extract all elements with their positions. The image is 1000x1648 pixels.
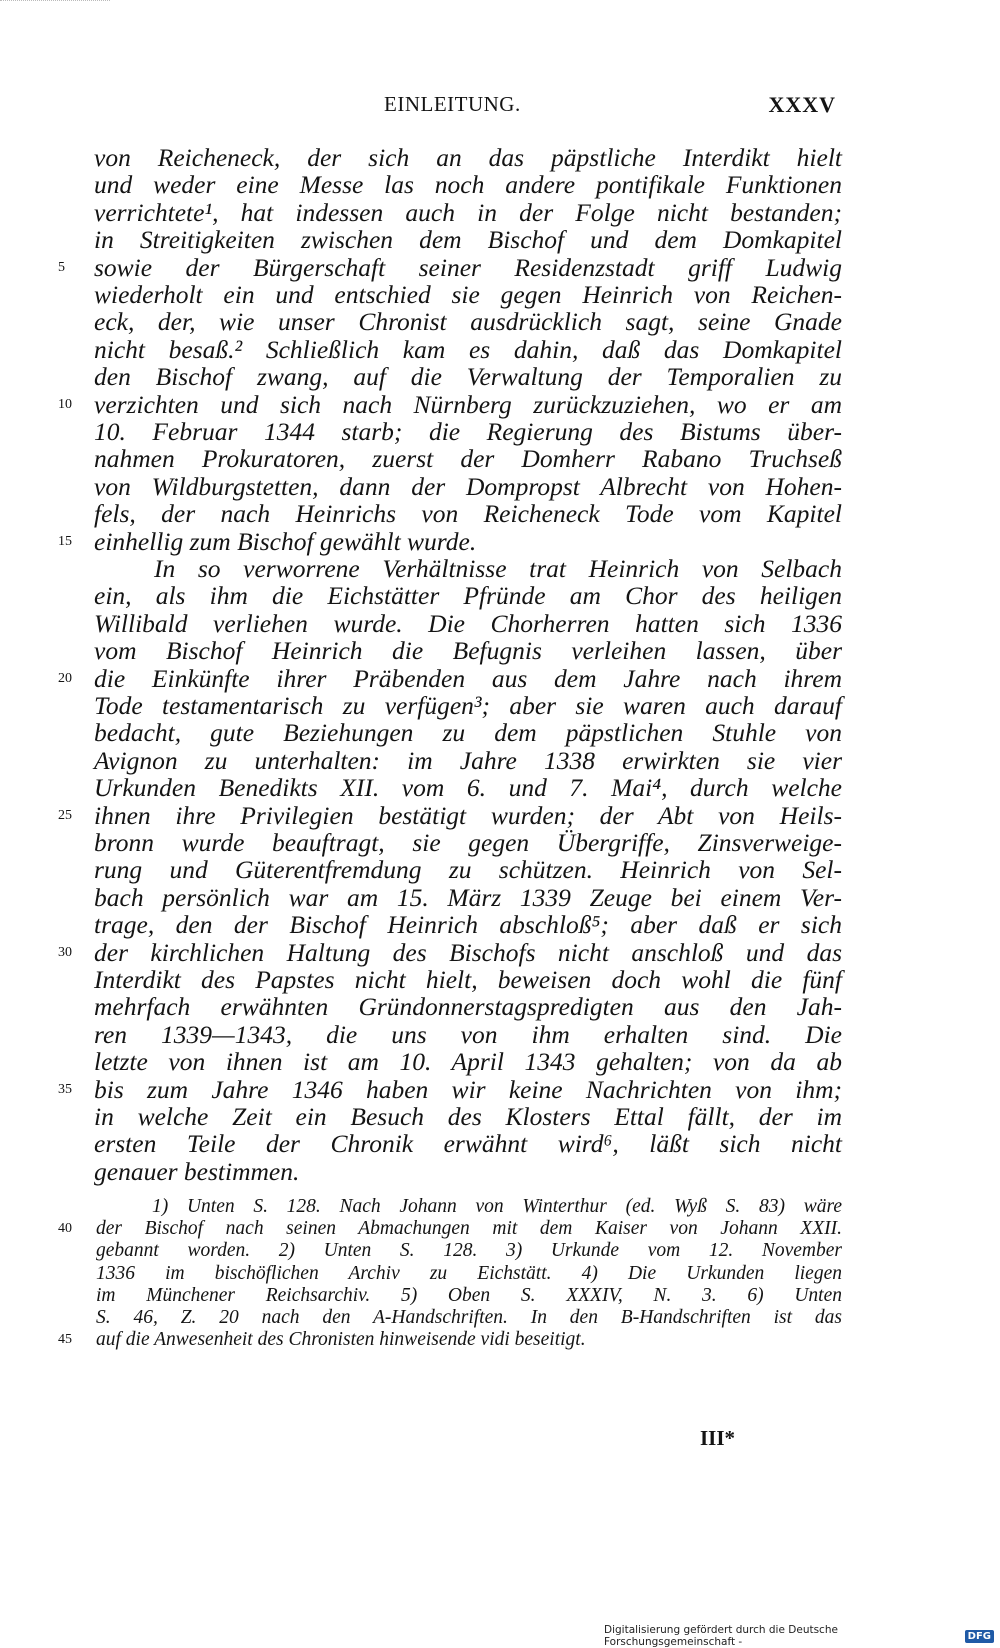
text-line: bis zum Jahre 1346 haben wir keine Nachrichten von ihm; [94, 1074, 842, 1104]
text-line: eck, der, wie unser Chronist ausdrücklich sagt, seine Gnade [94, 307, 842, 337]
text-line: letzte von ihnen ist am 10. April 1343 gehalten; von da ab [94, 1047, 842, 1077]
text-line: Interdikt des Papstes nicht hielt, beweisen doch wohl die fünf [94, 965, 842, 994]
footnote-line: 1336 im bischöflichen Archiv zu Eichstätt. 4) Die Urkunden liegen [96, 1262, 842, 1284]
text-line: rung und Güterentfremdung zu schützen. Heinrich von Sel- [94, 855, 842, 885]
funding-text: Digitalisierung gefördert durch die Deutsche Forschungsgemeinschaft - [604, 1624, 838, 1648]
line-number: 10 [58, 396, 72, 412]
text-line: ihnen ihre Privilegien bestätigt wurden; der Abt von Heils- [94, 800, 842, 830]
line-number: 5 [58, 259, 65, 275]
footnote-line: auf die Anwesenheit des Chronisten hinweisende vidi beseitigt. [96, 1329, 586, 1351]
text-line: 10. Februar 1344 starb; die Regierung des Bistums über- [94, 417, 842, 446]
line-number: 30 [58, 944, 72, 960]
text-line: In so verworrene Verhältnisse trat Heinrich von Selbach [154, 554, 842, 583]
text-line: die Einkünfte ihrer Präbenden aus dem Jahre nach ihrem [94, 663, 842, 693]
text-line: von Wildburgstetten, dann der Dompropst Albrecht von Hohen- [94, 471, 842, 501]
text-line: Tode testamentarisch zu verfügen³; aber sie waren auch darauf [94, 691, 842, 720]
text-line: bach persönlich war am 15. März 1339 Zeuge bei einem Ver- [94, 882, 842, 912]
line-number: 15 [58, 533, 72, 549]
line-number: 35 [58, 1081, 72, 1097]
dfg-logo: DFG [965, 1630, 994, 1643]
footnote-line: 1) Unten S. 128. Nach Johann von Winterthur (ed. Wyß S. 83) wäre [152, 1196, 842, 1217]
line-number: 20 [58, 670, 72, 686]
signature-mark: III* [700, 1426, 736, 1450]
line-number: 25 [58, 807, 72, 823]
text-line: bronn wurde beauftragt, sie gegen Übergriffe, Zinsverweige- [94, 828, 842, 857]
text-line: fels, der nach Heinrichs von Reicheneck Tode vom Kapitel [94, 499, 842, 529]
text-line: ein, als ihm die Eichstätter Pfründe am Chor des heiligen [94, 581, 842, 611]
page-number: XXXV [768, 92, 836, 117]
text-line: trage, den der Bischof Heinrich abschloß⁵; aber daß er sich [94, 910, 842, 940]
line-number: 40 [58, 1221, 72, 1237]
funding-footer [604, 1625, 1000, 1647]
text-line: wiederholt ein und entschied sie gegen Heinrich von Reichen- [94, 280, 842, 309]
text-line: verzichten und sich nach Nürnberg zurückzuziehen, wo er am [94, 389, 842, 419]
text-line: verrichtete¹, hat indessen auch in der Folge nicht bestanden; [94, 197, 842, 227]
text-line: Urkunden Benedikts XII. vom 6. und 7. Mai⁴, durch welche [94, 773, 842, 803]
text-line: nicht besaß.² Schließlich kam es dahin, daß das Domkapitel [94, 334, 842, 364]
text-line: und weder eine Messe las noch andere pontifikale Funktionen [94, 170, 842, 200]
text-line: bedacht, gute Beziehungen zu dem päpstlichen Stuhle von [94, 718, 842, 748]
footnote-line: der Bischof nach seinen Abmachungen mit dem Kaiser von Johann XXII. [96, 1218, 842, 1240]
footnote-line: gebannt worden. 2) Unten S. 128. 3) Urkunde vom 12. November [96, 1240, 842, 1262]
text-line: mehrfach erwähnten Gründonnerstagspredigten aus den Jah- [94, 992, 842, 1022]
text-line: genauer bestimmen. [94, 1156, 300, 1186]
text-line: in Streitigkeiten zwischen dem Bischof und dem Domkapitel [94, 225, 842, 255]
text-line: vom Bischof Heinrich die Befugnis verleihen lassen, über [94, 636, 842, 666]
text-line: ersten Teile der Chronik erwähnt wird⁶, läßt sich nicht [94, 1129, 842, 1159]
text-line: ren 1339—1343, die uns von ihm erhalten sind. Die [94, 1019, 842, 1049]
text-line: Avignon zu unterhalten: im Jahre 1338 erwirkten sie vier [94, 745, 842, 775]
text-line: Willibald verliehen wurde. Die Chorherren hatten sich 1336 [94, 608, 842, 638]
line-number: 45 [58, 1332, 72, 1348]
footnote-line: S. 46, Z. 20 nach den A-Handschriften. In den B-Handschriften ist das [96, 1307, 842, 1328]
text-line: einhellig zum Bischof gewählt wurde. [94, 526, 477, 556]
scan-edge-mark [0, 0, 110, 13]
text-line: nahmen Prokuratoren, zuerst der Domherr Rabano Truchseß [94, 444, 842, 474]
text-line: sowie der Bürgerschaft seiner Residenzstadt griff Ludwig [94, 252, 842, 282]
running-header-title: EINLEITUNG. [384, 92, 521, 116]
footnote-line: im Münchener Reichsarchiv. 5) Oben S. XXXIV, N. 3. 6) Unten [96, 1284, 842, 1306]
text-line: von Reicheneck, der sich an das päpstliche Interdikt hielt [94, 143, 842, 172]
text-line: den Bischof zwang, auf die Verwaltung der Temporalien zu [94, 362, 842, 392]
text-line: der kirchlichen Haltung des Bischofs nicht anschloß und das [94, 937, 842, 967]
text-line: in welche Zeit ein Besuch des Klosters Ettal fällt, der im [94, 1102, 842, 1131]
